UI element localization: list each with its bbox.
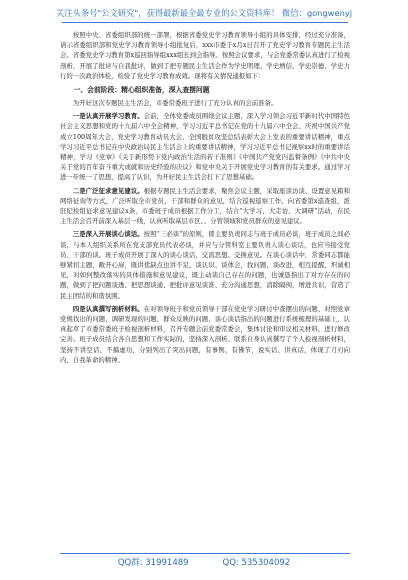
item-text: 会前，全体党委成员围绕会议主题，深入学习领会习近平新时代中国特色社会主义思想和党的十九届六中全会精神，学习习近平总书记在党的十九届六中全会、庆祝中国共产党成立100周年大会、党史学习教育动员大会、全国脱贫攻坚总结表彰大会上发表的重要讲话精神，重点学习习近平总书记在中央政治局民主生活会上的重要讲话精神，学习习近平总书记视察xx时的重要讲话精神，学习《党章》《关于新形势下党内政治生活的若干准则》《中国共产党党内监督条例》《中共中央关于党的百年奋斗重大成就和历史经验的决议》和党中央关于开展党史学习教育的有关要求。通过学习进一步统一了思想，提高了认识，为开好民主生活会打下了思想基础。	[60, 112, 351, 182]
item-text: 按照“三必谈”的原则，即主要负责同志与班子成员必谈，班子成员之间必谈，与本人组织关系所在党支部党员代表必谈，并应与分管科室主要负责人谈心谈话，也应当接受党员、干部的谈。班子成员开展了深入的谈心谈话，交流思想、交换意见。在谈心谈话中，常委同志都能够紧扣主题，敞开心扉，既讲优缺点也讲不足，谈认识、谈体会，找问题、谈改进，相互提醒，坦诚相见，对如何整改落实的具体措施和意见建议，既主动谈自己存在的问题，也诚恳指出了对方存在的问题，做到了把问题谈透、把思想谈通、把批评意见谈准、充分沟通思想，消除隔阂，增进共识，营造了民主团结的和谐氛围。	[60, 230, 350, 300]
section-intro: 为开好这次专题民主生活会，市委常委班子进行了充分认真的会前准备。	[72, 99, 278, 108]
top-divider	[62, 22, 348, 23]
footer	[0, 558, 408, 569]
document-body	[60, 30, 350, 368]
bottom-divider	[60, 553, 350, 554]
paragraph-heart-to-heart-talks	[60, 229, 350, 300]
section-heading: 一、会前阶段：精心组织准备，深入查摆问题	[73, 86, 210, 95]
intro-paragraph: 按照中央、省委组织部的统一部署，根据省委党史学习教育领导小组的具体安排，经过充分准备，请示省委组织部和党史学习教育领导小组批复后，xxx市委于x月x日召开了党史学习教育专题民主生活会。省委党史学习教育第x巡回指导组xxx组长到会指导。按照会议要求，与会党委常委认真进行了检视剖析，开展了批评与自我批评，做到了把专题民主生活会作为学史明理、学史增信、学史崇德、学史力行的一次政治体检，检验了党史学习教育成效。现将有关情况通报如下：	[60, 31, 350, 80]
qq-contact-text: QQ: 535304092	[222, 558, 291, 568]
top-banner: 关注头条号"公文研究"，获得最新最全最专业的公文资料库！ 微信：gongwenyj	[55, 8, 353, 18]
paragraph-solicit-opinions	[60, 186, 350, 227]
paragraph-analysis-materials	[60, 304, 350, 365]
item-text: 在对领导班子和党员领导干部在党史学习研讨中查摆出的问题、对照党章党规找出的问题、调研发现的问题、群众反映的问题、谈心谈话指出的问题进行系统梳理的基础上，认真起草了市委常委班子检视剖析材料，召开专题会前党委常委会，集体讨论和审议相关材料，进行修改完善。班子成员结合各自思想和工作实际的，坚持深入剖析、联系自身认真撰写了个人检视剖析材料，坚持不讲空话、不搞虚功，分别列出了突出问题，有事例、有佛节，说实话、讲真话，体现了刀刃向内、自我革命的精神。	[60, 304, 351, 364]
paragraph-study-education	[60, 111, 350, 182]
qq-group-text: QQ群: 31991489	[117, 558, 189, 568]
item-text: 根据专题民主生活会要求，聚焦会议主题，采取座谈访谈、设置意见箱和网络征询等方式，广泛听取全市党员、干部和群众的意见，结合巡视巡察工作、向省委第x巡查组、派驻纪检组征求意见建议x条，市委班子成员根据工作分工，结合“大学习、大走访、大调研”活动，在民主生活会召开前深入基层一线，认真听取基层市区、、分管领域和党员群众的意见建议。	[60, 186, 351, 226]
item-lead: 一是认真开展学习教育。	[72, 112, 144, 121]
item-lead: 二是广泛征求意见建议。	[72, 186, 144, 195]
item-lead: 四是认真撰写剖析材料。	[72, 304, 144, 313]
item-lead: 三是深入开展谈心谈话。	[72, 230, 144, 239]
